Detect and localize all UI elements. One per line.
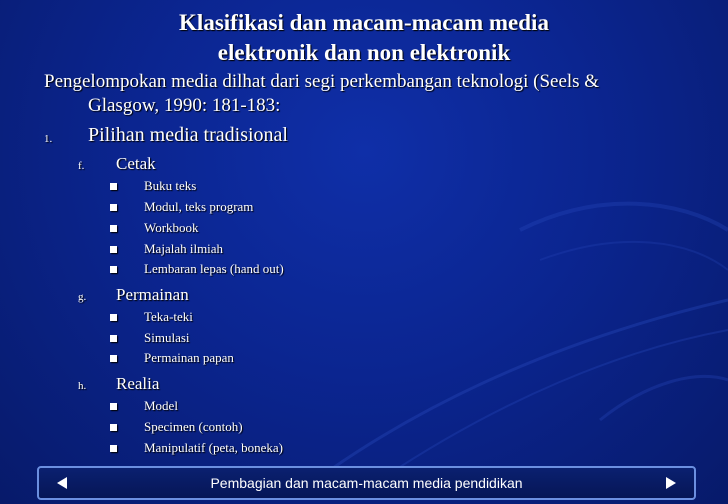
list-item-label: Manipulatif (peta, boneka) — [144, 440, 283, 455]
bullet-icon — [110, 225, 117, 232]
group-label: Permainan — [116, 285, 189, 304]
group-letter: h. — [78, 380, 87, 392]
next-slide-icon[interactable] — [664, 476, 678, 490]
slide-title — [0, 8, 728, 68]
slide-caption: Pembagian dan macam-macam media pendidikan — [210, 475, 523, 491]
group-label: Cetak — [116, 154, 156, 173]
bullet-icon — [110, 355, 117, 362]
intro-line2: Glasgow, 1990: 181-183: — [88, 95, 281, 116]
bullet-icon — [110, 246, 117, 253]
slide-title-line1: Klasifikasi dan macam-macam media — [179, 10, 549, 35]
list-item-label: Specimen (contoh) — [144, 419, 243, 434]
section-number: 1. — [44, 133, 53, 145]
bullet-icon — [110, 403, 117, 410]
bullet-icon — [110, 424, 117, 431]
list-item-label: Model — [144, 398, 178, 413]
section-label: Pilihan media tradisional — [88, 124, 288, 146]
list-item-label: Modul, teks program — [144, 199, 254, 214]
group-letter: g. — [78, 291, 87, 303]
bullet-icon — [110, 445, 117, 452]
slide-title-line2: elektronik dan non elektronik — [217, 40, 511, 65]
list-item-label: Simulasi — [144, 330, 190, 345]
list-item-label: Majalah ilmiah — [144, 241, 224, 256]
bullet-icon — [110, 204, 117, 211]
bullet-icon — [110, 335, 117, 342]
bullet-icon — [110, 314, 117, 321]
list-item-label: Workbook — [144, 220, 199, 235]
list-item-label: Teka-teki — [144, 309, 193, 324]
list-item-label: Buku teks — [144, 178, 197, 193]
bullet-icon — [110, 183, 117, 190]
list-item-label: Lembaran lepas (hand out) — [144, 261, 284, 276]
list-item-label: Permainan papan — [144, 350, 234, 365]
bullet-icon — [110, 266, 117, 273]
group-letter: f. — [78, 160, 85, 172]
slide-navigation-bar — [37, 466, 696, 500]
group-label: Realia — [116, 374, 160, 393]
intro-paragraph — [44, 70, 684, 118]
intro-line1: Pengelompokan media dilhat dari segi perkembangan teknologi (Seels & — [44, 71, 600, 92]
